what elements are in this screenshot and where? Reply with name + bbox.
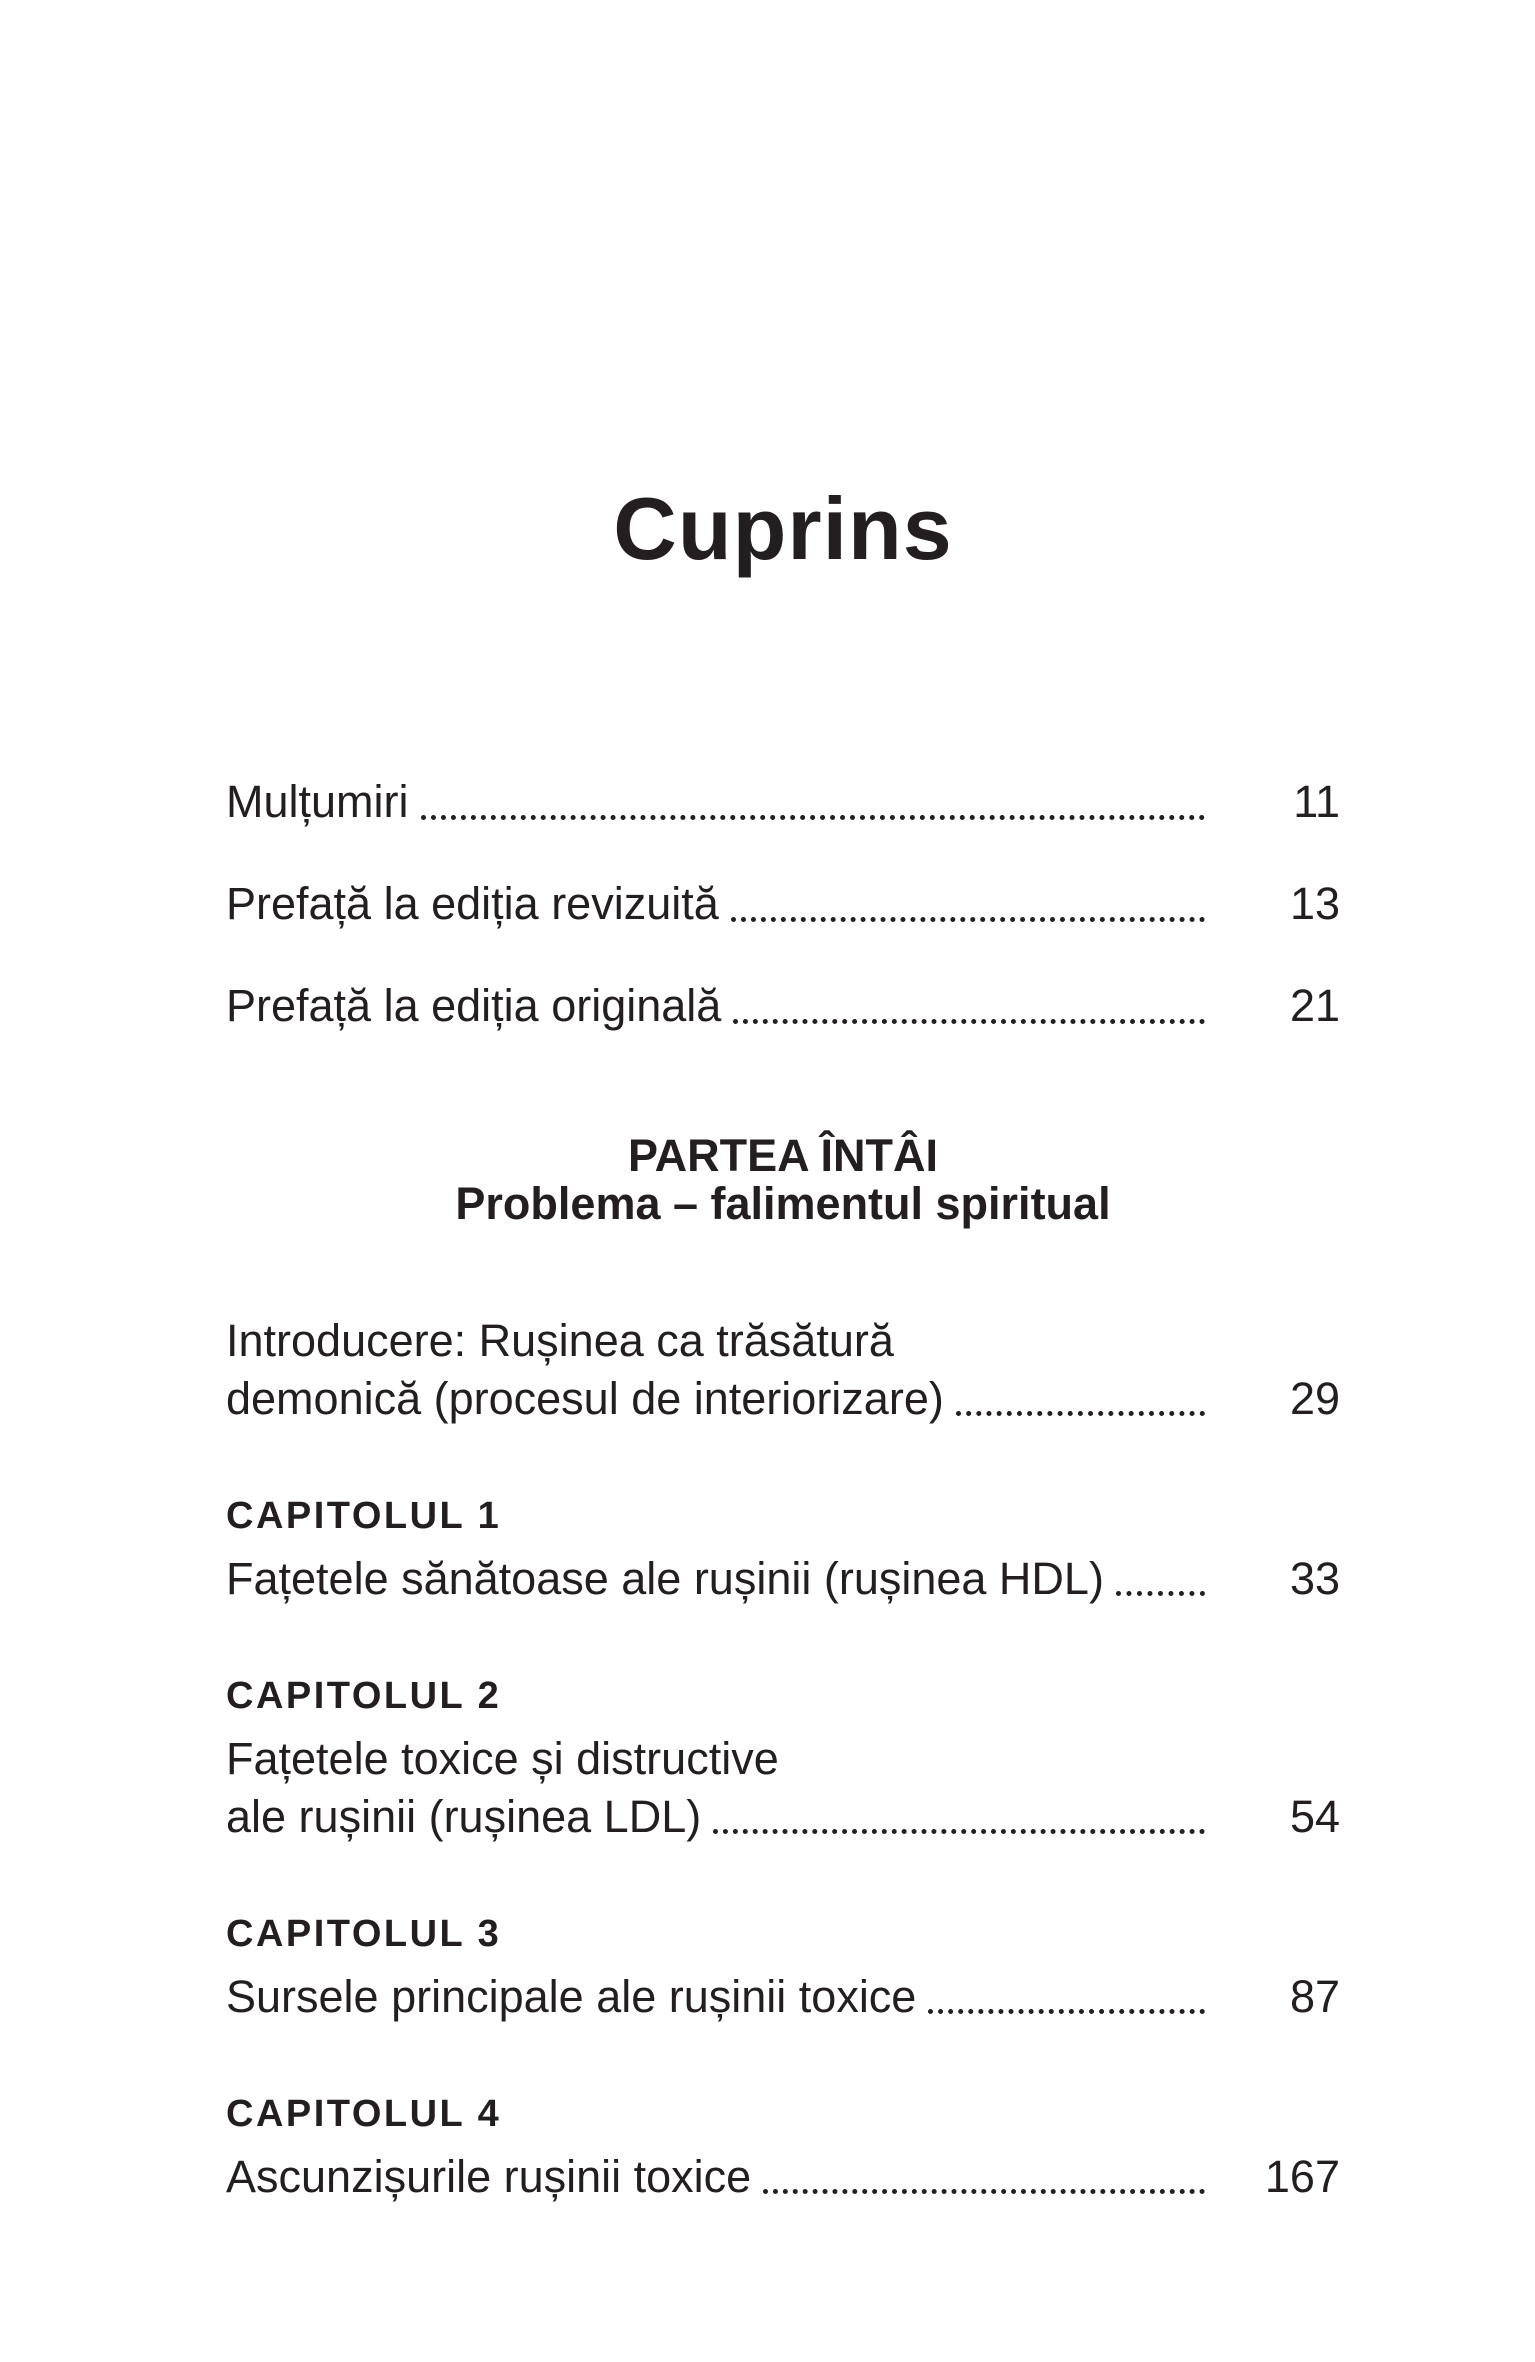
entry-line: Fațetele toxice și distructive xyxy=(226,1733,779,1784)
part-heading xyxy=(226,1132,1340,1228)
toc-entry-row xyxy=(226,1550,1340,1608)
dot-leader xyxy=(713,1829,1205,1834)
page-number: 33 xyxy=(1289,1553,1340,1604)
chapter-body xyxy=(226,1968,1340,2026)
toc-entry-introduction xyxy=(226,1312,1340,1428)
part-title: Problema – falimentul spiritual xyxy=(455,1178,1111,1229)
page-title: Cuprins xyxy=(613,479,953,578)
page-number: 29 xyxy=(1289,1373,1340,1424)
front-matter-section xyxy=(226,772,1340,1036)
entry-title: Prefață la ediția originală xyxy=(226,980,722,1031)
entry-title: Ascunzișurile rușinii toxice xyxy=(226,2151,752,2202)
toc-entry-row xyxy=(226,1788,1340,1846)
entry-title: Prefață la ediția revizuită xyxy=(226,878,719,929)
entry-title: Fațetele sănătoase ale rușinii (rușinea HDL) xyxy=(226,1553,1104,1604)
entry-title: demonică (procesul de interiorizare) xyxy=(226,1373,944,1424)
toc-entry xyxy=(226,976,1340,1036)
dot-leader xyxy=(928,2009,1205,2014)
dot-leader xyxy=(1116,1591,1205,1596)
chapter-body xyxy=(226,1550,1340,1608)
chapter-body xyxy=(226,2148,1340,2206)
dot-leader xyxy=(763,2189,1205,2194)
page-number: 11 xyxy=(1293,776,1340,827)
chapter-label: CAPITOLUL 3 xyxy=(226,1913,502,1955)
toc-entry-chapter-1 xyxy=(226,1492,1340,1608)
entry-title: Sursele principale ale rușinii toxice xyxy=(226,1971,917,2022)
entry-line: Introducere: Rușinea ca trăsătură xyxy=(226,1315,894,1366)
dot-leader xyxy=(956,1411,1205,1416)
toc-entry-row xyxy=(226,2148,1340,2206)
dot-leader xyxy=(421,815,1205,820)
toc-entry xyxy=(226,772,1340,832)
entry-title: Mulțumiri xyxy=(226,776,409,827)
toc-entry-chapter-2 xyxy=(226,1672,1340,1846)
chapter-label: CAPITOLUL 4 xyxy=(226,2093,502,2135)
toc-entry-chapter-3 xyxy=(226,1910,1340,2026)
page-number: 87 xyxy=(1289,1971,1340,2022)
toc-entry xyxy=(226,874,1340,934)
chapter-body xyxy=(226,1730,1340,1846)
page-number: 167 xyxy=(1264,2151,1340,2202)
dot-leader xyxy=(731,917,1205,922)
page-number: 21 xyxy=(1289,980,1340,1031)
part-kicker: PARTEA ÎNTÂI xyxy=(628,1130,938,1181)
toc-entry-row xyxy=(226,1370,1340,1428)
chapter-label: CAPITOLUL 2 xyxy=(226,1675,502,1717)
chapter-label: CAPITOLUL 1 xyxy=(226,1495,502,1537)
toc-entry-chapter-4 xyxy=(226,2090,1340,2206)
entry-title: ale rușinii (rușinea LDL) xyxy=(226,1791,702,1842)
dot-leader xyxy=(733,1019,1205,1024)
toc-entry-row xyxy=(226,1968,1340,2026)
page-number: 54 xyxy=(1289,1791,1340,1842)
page-number: 13 xyxy=(1289,878,1340,929)
